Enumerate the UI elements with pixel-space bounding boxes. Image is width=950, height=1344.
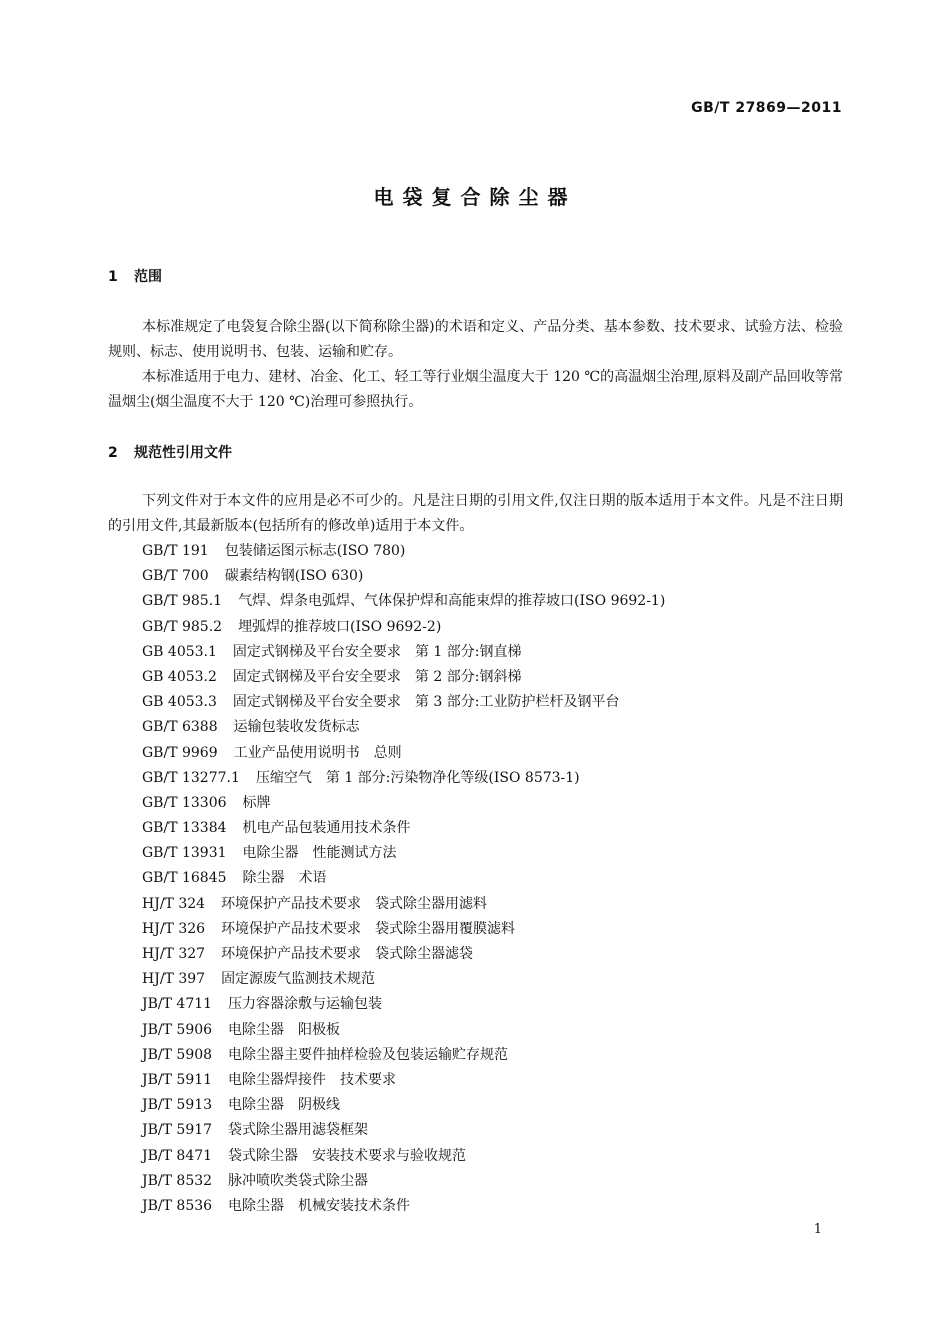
reference-item	[142, 841, 665, 866]
reference-code: JB/T 5908	[142, 1046, 213, 1063]
reference-code: GB 4053.1	[142, 643, 217, 660]
reference-code: GB/T 985.1	[142, 593, 223, 610]
reference-code: GB/T 700	[142, 568, 209, 585]
reference-title: 固定源废气监测技术规范	[221, 971, 376, 988]
reference-item	[142, 539, 665, 564]
reference-title: 环境保护产品技术要求 袋式除尘器用滤料	[221, 895, 488, 912]
reference-title: 气焊、焊条电弧焊、气体保护焊和高能束焊的推荐坡口(ISO 9692-1)	[238, 593, 666, 610]
reference-title: 压力容器涂敷与运输包装	[228, 996, 383, 1013]
reference-title: 电除尘器 阴极线	[228, 1097, 341, 1114]
reference-item	[142, 967, 665, 992]
reference-title: 固定式钢梯及平台安全要求 第 1 部分:钢直梯	[232, 643, 522, 660]
document-title: 电袋复合除尘器	[373, 185, 577, 209]
reference-item	[142, 1093, 665, 1118]
reference-title: 压缩空气 第 1 部分:污染物净化等级(ISO 8573-1)	[255, 769, 580, 786]
reference-code: HJ/T 326	[142, 920, 206, 937]
reference-title: 标牌	[242, 794, 271, 811]
section-2-number: 2	[108, 445, 118, 461]
reference-item	[142, 866, 665, 891]
reference-code: JB/T 5917	[142, 1122, 213, 1139]
reference-code: GB/T 13306	[142, 794, 227, 811]
reference-item	[142, 589, 665, 614]
reference-item	[142, 615, 665, 640]
reference-item	[142, 1194, 665, 1219]
reference-title: 工业产品使用说明书 总则	[233, 744, 402, 761]
reference-item	[142, 564, 665, 589]
reference-item	[142, 1169, 665, 1194]
reference-item	[142, 640, 665, 665]
reference-item	[142, 1068, 665, 1093]
section-1-number: 1	[108, 269, 118, 285]
standard-number: GB/T 27869—2011	[691, 100, 842, 116]
reference-code: JB/T 8536	[142, 1197, 213, 1214]
reference-title: 机电产品包装通用技术条件	[242, 820, 411, 837]
reference-code: GB 4053.2	[142, 668, 217, 685]
reference-item	[142, 942, 665, 967]
reference-title: 电除尘器 性能测试方法	[242, 845, 397, 862]
reference-code: GB/T 13384	[142, 820, 227, 837]
reference-code: GB/T 9969	[142, 744, 218, 761]
reference-title: 除尘器 术语	[242, 870, 327, 887]
reference-item	[142, 791, 665, 816]
reference-code: JB/T 8471	[142, 1147, 213, 1164]
reference-code: HJ/T 327	[142, 946, 206, 962]
reference-item	[142, 1118, 665, 1143]
reference-item	[142, 816, 665, 841]
reference-code: GB/T 191	[142, 543, 209, 559]
reference-title: 包装储运图示标志(ISO 780)	[224, 543, 406, 559]
reference-code: JB/T 5911	[142, 1071, 213, 1088]
reference-title: 电除尘器 机械安装技术条件	[228, 1197, 411, 1214]
section-2-heading	[108, 442, 232, 462]
reference-title: 脉冲喷吹类袋式除尘器	[228, 1172, 369, 1189]
reference-code: HJ/T 324	[142, 895, 206, 912]
reference-code: GB/T 6388	[142, 719, 218, 736]
section-1-heading	[108, 266, 162, 286]
reference-title: 碳素结构钢(ISO 630)	[224, 568, 364, 585]
section-2-title: 规范性引用文件	[134, 445, 232, 461]
reference-code: GB 4053.3	[142, 694, 217, 711]
reference-item	[142, 892, 665, 917]
reference-title: 袋式除尘器用滤袋框架	[228, 1122, 369, 1139]
reference-item	[142, 992, 665, 1017]
reference-item	[142, 715, 665, 740]
reference-title: 电除尘器主要件抽样检验及包装运输贮存规范	[228, 1046, 509, 1063]
reference-title: 固定式钢梯及平台安全要求 第 3 部分:工业防护栏杆及钢平台	[232, 694, 620, 711]
reference-title: 固定式钢梯及平台安全要求 第 2 部分:钢斜梯	[232, 668, 522, 685]
reference-code: GB/T 16845	[142, 870, 227, 887]
reference-code: GB/T 985.2	[142, 618, 223, 635]
reference-code: JB/T 8532	[142, 1172, 213, 1189]
reference-code: GB/T 13931	[142, 845, 227, 862]
reference-title: 运输包装收发货标志	[233, 719, 360, 736]
reference-title: 电除尘器 阳极板	[228, 1021, 341, 1038]
reference-title: 电除尘器焊接件 技术要求	[228, 1071, 397, 1088]
reference-title: 埋弧焊的推荐坡口(ISO 9692-2)	[238, 618, 442, 635]
section-1-title: 范围	[134, 269, 162, 285]
reference-item	[142, 766, 665, 791]
reference-item	[142, 917, 665, 942]
section-2-intro: 下列文件对于本文件的应用是必不可少的。凡是注日期的引用文件,仅注日期的版本适用于本文件。凡是不注日期的引用文件,其最新版本(包括所有的修改单)适用于本文件。	[108, 493, 843, 534]
reference-item	[142, 1018, 665, 1043]
reference-title: 环境保护产品技术要求 袋式除尘器滤袋	[221, 946, 474, 962]
reference-item	[142, 665, 665, 690]
reference-list	[142, 539, 665, 1219]
reference-code: HJ/T 397	[142, 971, 206, 988]
reference-code: JB/T 4711	[142, 996, 213, 1013]
reference-item	[142, 690, 665, 715]
reference-title: 环境保护产品技术要求 袋式除尘器用覆膜滤料	[221, 920, 516, 937]
reference-code: GB/T 13277.1	[142, 769, 240, 786]
reference-title: 袋式除尘器 安装技术要求与验收规范	[228, 1147, 467, 1164]
reference-item	[142, 1043, 665, 1068]
section-1-paragraph-2: 本标准适用于电力、建材、冶金、化工、轻工等行业烟尘温度大于 120 ℃的高温烟尘治理,原料及副产品回收等常温烟尘(烟尘温度不大于 120 ℃)治理可参照执行。	[108, 369, 843, 410]
reference-item	[142, 741, 665, 766]
reference-code: JB/T 5906	[142, 1021, 213, 1038]
reference-item	[142, 1144, 665, 1169]
section-1-paragraph-1: 本标准规定了电袋复合除尘器(以下简称除尘器)的术语和定义、产品分类、基本参数、技术要求、试验方法、检验规则、标志、使用说明书、包装、运输和贮存。	[108, 319, 843, 360]
reference-code: JB/T 5913	[142, 1097, 213, 1114]
page-number: 1	[813, 1222, 822, 1237]
